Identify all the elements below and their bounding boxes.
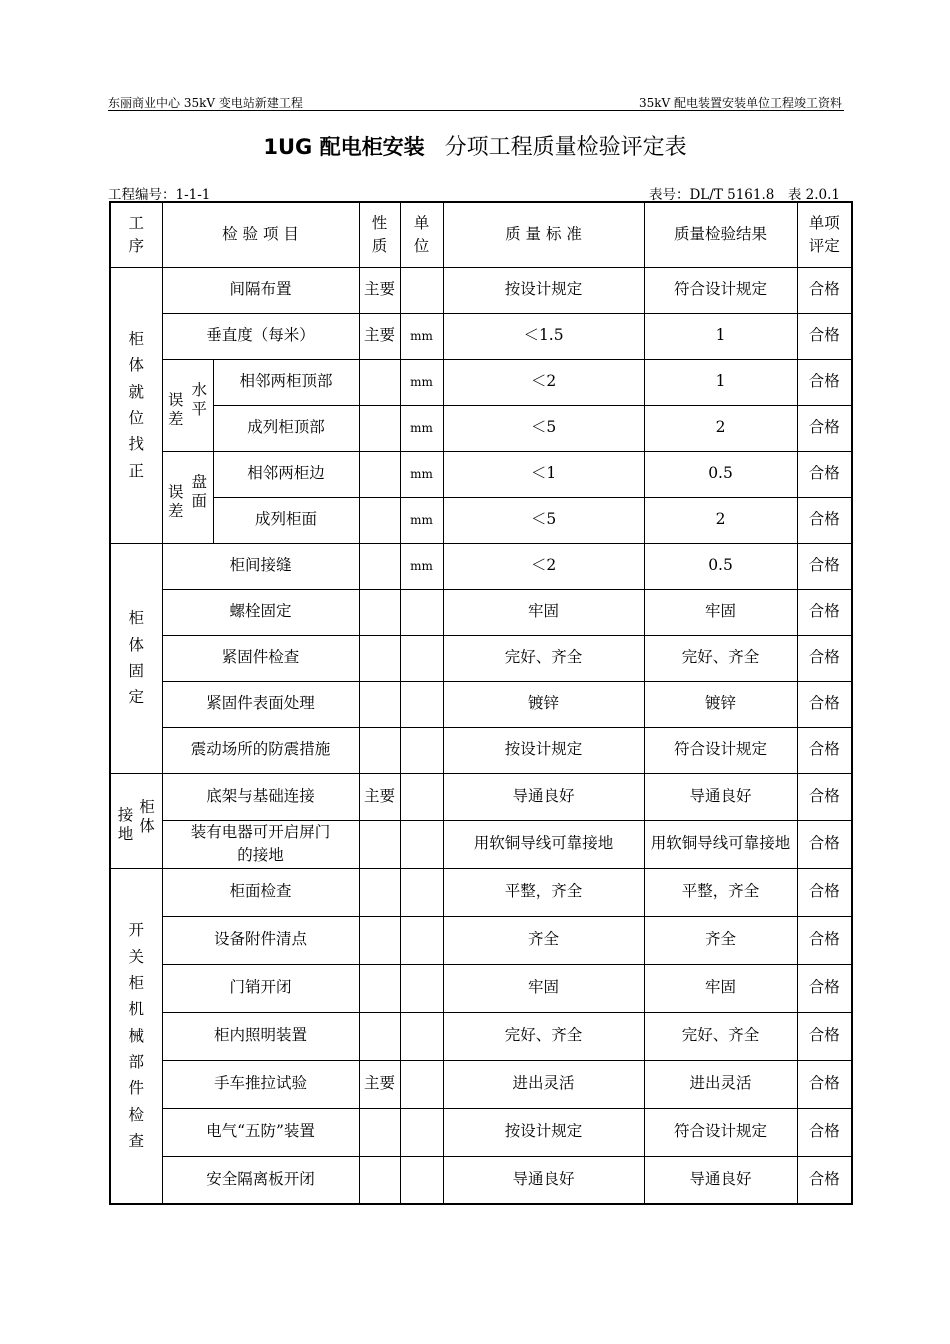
form-number: 表号：DL/T 5161.8 表 2.0.1 xyxy=(648,187,840,203)
row-nature xyxy=(359,681,400,727)
row-nature xyxy=(359,916,400,964)
row-standard: 牢固 xyxy=(443,589,644,635)
row-standard: 导通良好 xyxy=(443,773,644,820)
row-item: 相邻两柜顶部 xyxy=(213,359,359,405)
col-header-result: 质量检验结果 xyxy=(644,202,797,267)
row-item: 螺栓固定 xyxy=(162,589,359,635)
col-header-standard: 质 量 标 准 xyxy=(443,202,644,267)
row-unit xyxy=(400,1012,443,1060)
row-result: 0.5 xyxy=(644,451,797,497)
row-standard: 按设计规定 xyxy=(443,267,644,313)
row-nature xyxy=(359,1012,400,1060)
row-item: 紧固件检查 xyxy=(162,635,359,681)
row-rating: 合格 xyxy=(797,589,852,635)
header-document-category: 35kV 配电装置安装单位工程竣工资料 xyxy=(638,96,842,110)
row-standard: 导通良好 xyxy=(443,1156,644,1204)
title-rest: 分项工程质量检验评定表 xyxy=(444,135,687,160)
table-row xyxy=(110,1060,852,1108)
table-row xyxy=(110,1156,852,1204)
table-row xyxy=(110,267,852,313)
row-rating: 合格 xyxy=(797,773,852,820)
row-result: 镀锌 xyxy=(644,681,797,727)
row-unit xyxy=(400,635,443,681)
row-result: 符合设计规定 xyxy=(644,267,797,313)
row-unit: mm xyxy=(400,497,443,543)
row-unit xyxy=(400,727,443,773)
row-nature: 主要 xyxy=(359,313,400,359)
row-unit xyxy=(400,267,443,313)
row-item: 震动场所的防震措施 xyxy=(162,727,359,773)
row-item: 成列柜面 xyxy=(213,497,359,543)
col-header-item: 检 验 项 目 xyxy=(162,202,359,267)
table-row xyxy=(110,359,852,405)
row-standard: 用软铜导线可靠接地 xyxy=(443,820,644,868)
row-rating: 合格 xyxy=(797,964,852,1012)
row-unit xyxy=(400,1156,443,1204)
row-rating: 合格 xyxy=(797,267,852,313)
row-rating: 合格 xyxy=(797,635,852,681)
row-rating: 合格 xyxy=(797,405,852,451)
table-row xyxy=(110,635,852,681)
subgroup-panel-error: 误差 盘面 xyxy=(162,451,213,543)
table-row xyxy=(110,681,852,727)
row-unit: mm xyxy=(400,313,443,359)
row-rating: 合格 xyxy=(797,1108,852,1156)
row-nature xyxy=(359,359,400,405)
row-item: 手车推拉试验 xyxy=(162,1060,359,1108)
row-item: 成列柜顶部 xyxy=(213,405,359,451)
row-result: 用软铜导线可靠接地 xyxy=(644,820,797,868)
row-unit xyxy=(400,681,443,727)
row-standard: 完好、齐全 xyxy=(443,635,644,681)
row-result: 进出灵活 xyxy=(644,1060,797,1108)
table-row xyxy=(110,1108,852,1156)
row-item: 柜面检查 xyxy=(162,868,359,916)
row-standard: 平整，齐全 xyxy=(443,868,644,916)
row-result: 牢固 xyxy=(644,964,797,1012)
row-rating: 合格 xyxy=(797,1156,852,1204)
row-result: 符合设计规定 xyxy=(644,1108,797,1156)
row-unit xyxy=(400,1060,443,1108)
table-row xyxy=(110,820,852,868)
row-unit xyxy=(400,820,443,868)
row-nature xyxy=(359,635,400,681)
table-row xyxy=(110,868,852,916)
row-standard: 齐全 xyxy=(443,916,644,964)
row-unit xyxy=(400,868,443,916)
row-rating: 合格 xyxy=(797,820,852,868)
col-header-seq: 工序 xyxy=(110,202,162,267)
row-nature xyxy=(359,451,400,497)
table-row xyxy=(110,964,852,1012)
row-nature xyxy=(359,727,400,773)
row-nature xyxy=(359,1108,400,1156)
row-result: 齐全 xyxy=(644,916,797,964)
page-title xyxy=(0,130,950,161)
row-unit xyxy=(400,1108,443,1156)
row-nature xyxy=(359,868,400,916)
row-nature xyxy=(359,589,400,635)
row-rating: 合格 xyxy=(797,543,852,589)
row-result: 完好、齐全 xyxy=(644,1012,797,1060)
header-divider xyxy=(108,110,844,111)
row-unit xyxy=(400,964,443,1012)
row-item: 底架与基础连接 xyxy=(162,773,359,820)
col-header-unit: 单位 xyxy=(400,202,443,267)
row-rating: 合格 xyxy=(797,497,852,543)
table-row xyxy=(110,727,852,773)
table-row xyxy=(110,405,852,451)
row-rating: 合格 xyxy=(797,916,852,964)
col-header-nature: 性质 xyxy=(359,202,400,267)
row-standard: 镀锌 xyxy=(443,681,644,727)
row-item: 门销开闭 xyxy=(162,964,359,1012)
table-row xyxy=(110,773,852,820)
row-standard: 完好、齐全 xyxy=(443,1012,644,1060)
row-rating: 合格 xyxy=(797,868,852,916)
row-nature xyxy=(359,497,400,543)
row-item: 紧固件表面处理 xyxy=(162,681,359,727)
row-unit xyxy=(400,773,443,820)
group-cabinet-grounding: 接地 柜体 xyxy=(110,773,162,868)
row-result: 牢固 xyxy=(644,589,797,635)
group-cabinet-fixing: 柜体固定 xyxy=(110,543,162,773)
row-result: 导通良好 xyxy=(644,773,797,820)
row-nature xyxy=(359,543,400,589)
row-result: 符合设计规定 xyxy=(644,727,797,773)
row-result: 1 xyxy=(644,313,797,359)
row-nature xyxy=(359,820,400,868)
row-rating: 合格 xyxy=(797,313,852,359)
row-result: 平整，齐全 xyxy=(644,868,797,916)
row-nature xyxy=(359,964,400,1012)
row-standard: 按设计规定 xyxy=(443,1108,644,1156)
group-cabinet-positioning: 柜体就位找正 xyxy=(110,267,162,543)
row-rating: 合格 xyxy=(797,451,852,497)
row-standard: 进出灵活 xyxy=(443,1060,644,1108)
row-nature: 主要 xyxy=(359,267,400,313)
row-item: 装有电器可开启屏门的接地 xyxy=(162,820,359,868)
row-nature: 主要 xyxy=(359,1060,400,1108)
row-rating: 合格 xyxy=(797,727,852,773)
row-unit xyxy=(400,589,443,635)
row-item: 相邻两柜边 xyxy=(213,451,359,497)
row-unit: mm xyxy=(400,405,443,451)
row-item: 柜间接缝 xyxy=(162,543,359,589)
title-bold-part: 1UG 配电柜安装 xyxy=(263,135,425,159)
row-item: 设备附件清点 xyxy=(162,916,359,964)
row-standard: 按设计规定 xyxy=(443,727,644,773)
col-header-rating: 单项评定 xyxy=(797,202,852,267)
row-rating: 合格 xyxy=(797,1060,852,1108)
table-row xyxy=(110,916,852,964)
row-item: 柜内照明装置 xyxy=(162,1012,359,1060)
inspection-table xyxy=(109,201,853,1205)
row-rating: 合格 xyxy=(797,681,852,727)
row-nature xyxy=(359,405,400,451)
row-item: 间隔布置 xyxy=(162,267,359,313)
row-result: 完好、齐全 xyxy=(644,635,797,681)
table-row xyxy=(110,589,852,635)
row-result: 0.5 xyxy=(644,543,797,589)
table-header-row xyxy=(110,202,852,267)
row-standard: ＜2 xyxy=(443,359,644,405)
table-row xyxy=(110,1012,852,1060)
table-row xyxy=(110,543,852,589)
subgroup-level-error: 误差 水平 xyxy=(162,359,213,451)
row-result: 2 xyxy=(644,405,797,451)
row-standard: ＜1 xyxy=(443,451,644,497)
row-standard: ＜5 xyxy=(443,405,644,451)
row-unit: mm xyxy=(400,359,443,405)
row-standard: ＜5 xyxy=(443,497,644,543)
row-rating: 合格 xyxy=(797,1012,852,1060)
row-unit xyxy=(400,916,443,964)
project-number: 工程编号：1-1-1 xyxy=(108,187,211,203)
row-standard: ＜2 xyxy=(443,543,644,589)
row-result: 2 xyxy=(644,497,797,543)
row-rating: 合格 xyxy=(797,359,852,405)
row-standard: 牢固 xyxy=(443,964,644,1012)
row-standard: ＜1.5 xyxy=(443,313,644,359)
row-result: 1 xyxy=(644,359,797,405)
group-switchgear-mechanical-check: 开关柜机械部件检查 xyxy=(110,868,162,1204)
row-nature xyxy=(359,1156,400,1204)
row-item: 电气“五防”装置 xyxy=(162,1108,359,1156)
header-project-name: 东丽商业中心 35kV 变电站新建工程 xyxy=(108,96,303,110)
row-nature: 主要 xyxy=(359,773,400,820)
row-item: 垂直度（每米） xyxy=(162,313,359,359)
row-item: 安全隔离板开闭 xyxy=(162,1156,359,1204)
row-result: 导通良好 xyxy=(644,1156,797,1204)
table-row xyxy=(110,451,852,497)
row-unit: mm xyxy=(400,451,443,497)
table-row xyxy=(110,497,852,543)
table-row xyxy=(110,313,852,359)
row-unit: mm xyxy=(400,543,443,589)
